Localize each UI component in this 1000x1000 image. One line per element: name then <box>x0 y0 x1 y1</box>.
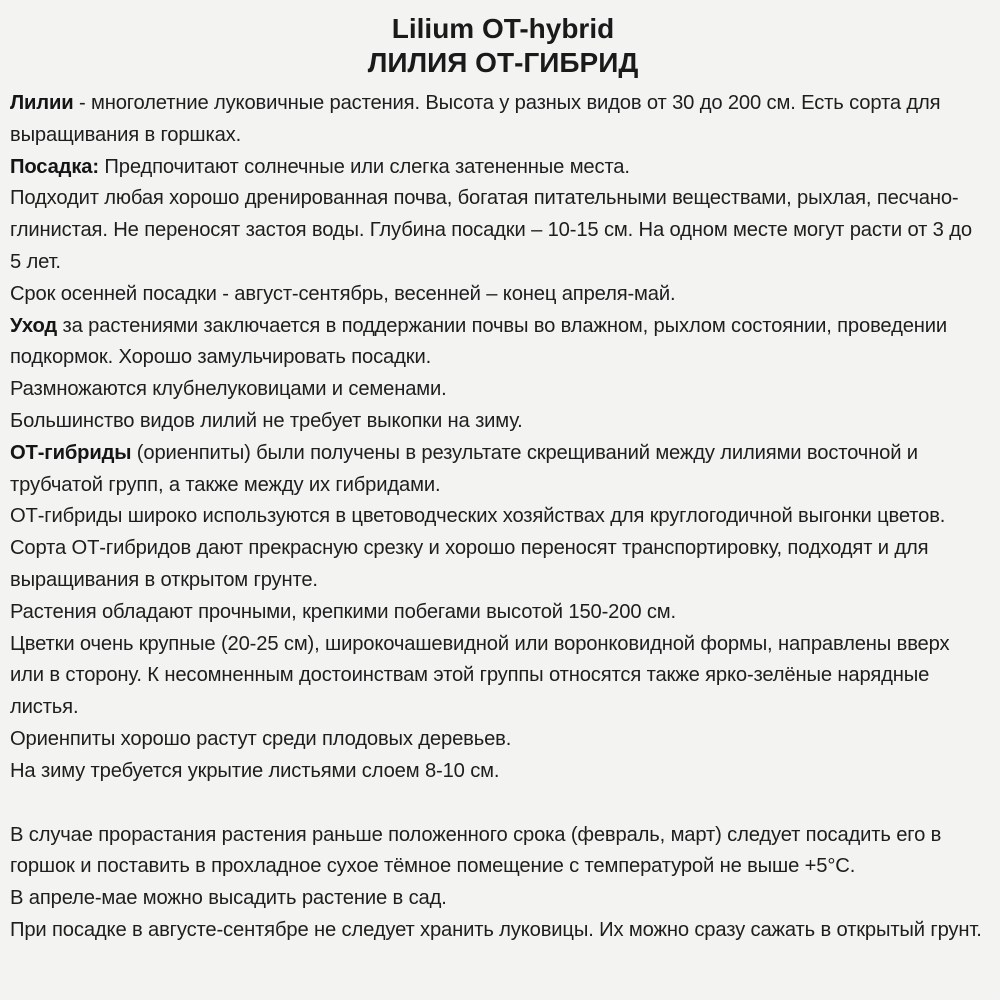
paragraph-soil: Подходит любая хорошо дренированная почва, богатая питательными веществами, рыхлая, песчано-глинистая. Не переносят застоя воды. Глубина посадки – 10-15 см. На одном месте могут расти от 3 до 5 лет. <box>10 187 972 273</box>
paragraph-planting <box>10 152 988 184</box>
paragraph-propagation: Размножаются клубнелуковицами и семенами. <box>10 378 447 401</box>
text-care: за растениями заключается в поддержании почвы во влажном, рыхлом состоянии, проведении подкормок. Хорошо замульчировать посадки. <box>10 314 948 369</box>
lead-care: Уход <box>10 314 58 337</box>
paragraph-gap <box>10 788 988 820</box>
title-latin: Lilium OT-hybrid <box>391 13 615 44</box>
paragraph-lilies <box>10 88 988 152</box>
body-text <box>10 88 988 947</box>
paragraph-autumn-planting: При посадке в августе-сентябре не следует хранить луковицы. Их можно сразу сажать в открытый грунт. <box>10 918 982 941</box>
lead-lilies: Лилии <box>10 92 74 114</box>
paragraph-planting-dates: Срок осенней посадки - август-сентябрь, весенней – конец апреля-май. <box>10 282 676 305</box>
lead-ot-hybrids: ОТ-гибриды <box>10 441 132 464</box>
paragraph-early-sprouting: В случае прорастания растения раньше положенного срока (февраль, март) следует посадить его в горшок и поставить в прохладное сухое тёмное помещение с температурой не выше +5°С. <box>10 823 942 878</box>
paragraph-spring-planting: В апреле-мае можно высадить растение в сад. <box>10 887 447 910</box>
paragraph-forcing: ОТ-гибриды широко используются в цветоводческих хозяйствах для круглогодичной выгонки цветов. <box>10 505 946 528</box>
paragraph-winter-digging: Большинство видов лилий не требует выкопки на зиму. <box>10 409 523 432</box>
paragraph-winter-cover: На зиму требуется укрытие листьями слоем 8-10 см. <box>10 759 500 782</box>
text-planting: Предпочитают солнечные или слегка затененные места. <box>98 155 630 178</box>
lead-planting: Посадка: <box>10 155 99 178</box>
paragraph-flowers: Цветки очень крупные (20-25 см), широкочашевидной или воронковидной формы, направлены вверх или в сторону. К несомненным достоинствам этой группы относятся также ярко-зелёные нарядные листья. <box>10 632 950 719</box>
paragraph-stems: Растения обладают прочными, крепкими побегами высотой 150-200 см. <box>10 600 676 623</box>
text-ot-hybrids: (ориенпиты) были получены в результате скрещиваний между лилиями восточной и трубчатой групп, а также между их гибридами. <box>10 441 918 496</box>
paragraph-orchards: Ориенпиты хорошо растут среди плодовых деревьев. <box>10 727 512 750</box>
text-lilies: - многолетние луковичные растения. Высота у разных видов от 30 до 200 см. Есть сорта для выращивания в горшках. <box>10 92 941 146</box>
paragraph-ot-hybrids <box>10 438 988 502</box>
paragraph-care <box>10 311 988 375</box>
title-cyrillic: ЛИЛИЯ ОТ-ГИБРИД <box>367 47 639 78</box>
paragraph-cut-flowers: Сорта ОТ-гибридов дают прекрасную срезку и хорошо переносят транспортировку, подходят и для выращивания в открытом грунте. <box>10 537 929 591</box>
